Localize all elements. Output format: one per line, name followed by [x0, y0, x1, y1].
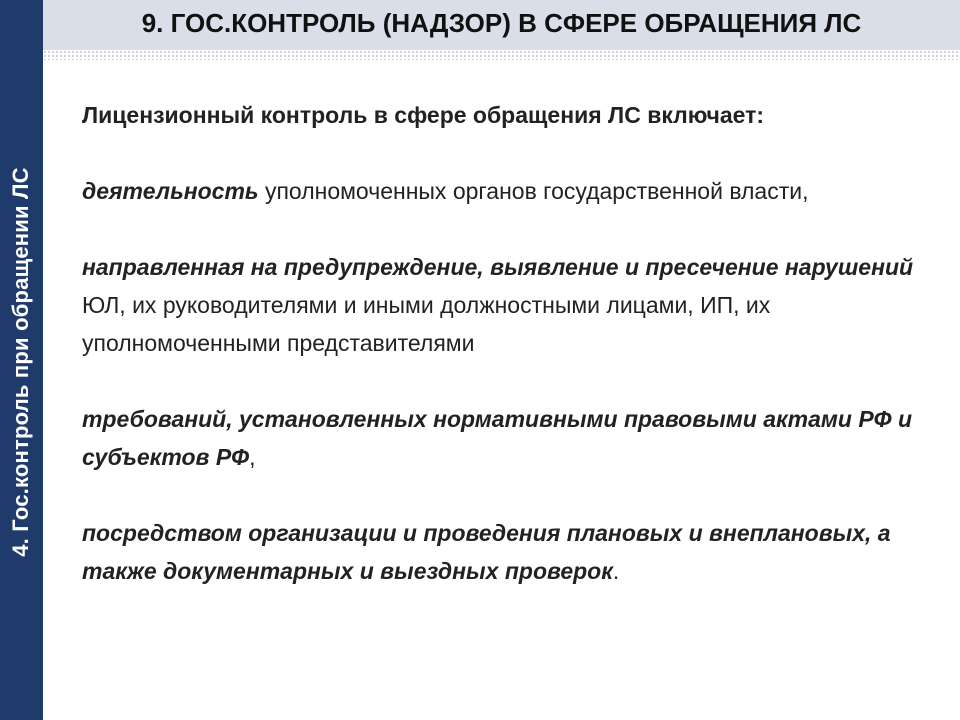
paragraph-method [82, 514, 922, 590]
title-bar [43, 0, 960, 50]
paragraph-purpose-text: ЮЛ, их руководителями и иными должностными лицами, ИП, их уполномоченными представителями [82, 292, 771, 356]
paragraph-requirements-text: , [249, 444, 256, 470]
section-label: 4. Гос.контроль при обращении ЛС [8, 167, 33, 557]
paragraph-activity [82, 172, 922, 210]
paragraph-activity-text: уполномоченных органов государственной власти, [258, 178, 809, 204]
paragraph-method-emphasis: посредством организации и проведения плановых и внеплановых, а также документарных и выездных проверок [82, 520, 891, 584]
page-title: 9. ГОС.КОНТРОЛЬ (НАДЗОР) В СФЕРЕ ОБРАЩЕНИЯ ЛС [141, 8, 862, 38]
paragraph-purpose-emphasis: направленная на предупреждение, выявление и пресечение нарушений [82, 254, 914, 280]
paragraph-requirements-emphasis: требований, установленных нормативными правовыми актами РФ и субъектов РФ [82, 406, 913, 470]
sidebar [0, 0, 43, 720]
paragraph-method-text: . [612, 558, 620, 584]
intro-heading: Лицензионный контроль в сфере обращения ЛС включает: [82, 102, 765, 128]
title-bar-texture [43, 50, 960, 60]
paragraph-activity-emphasis: деятельность [82, 178, 259, 204]
paragraph-purpose [82, 248, 922, 362]
paragraph-requirements [82, 400, 922, 476]
content-body [82, 96, 922, 628]
